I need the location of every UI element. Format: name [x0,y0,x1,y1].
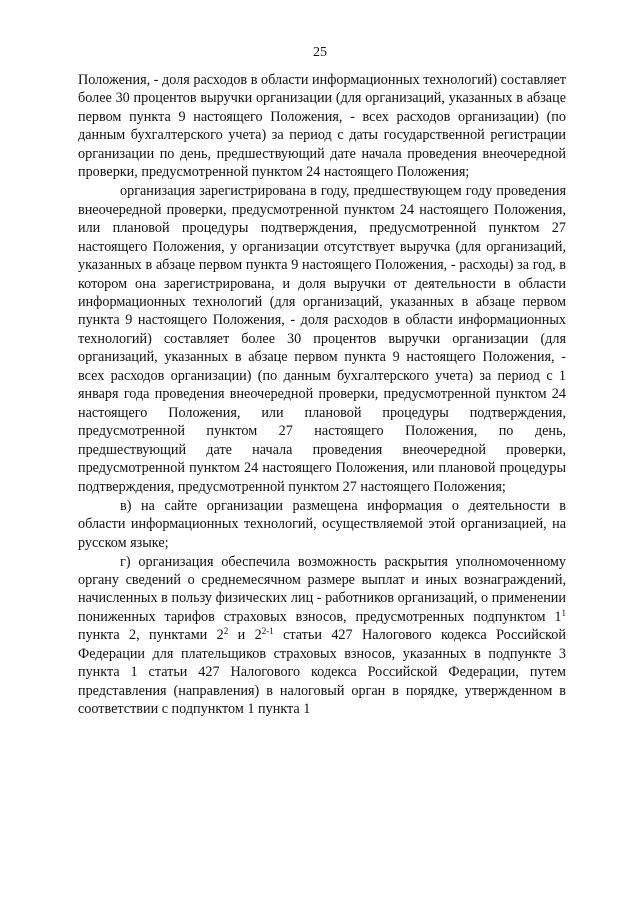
superscript-2: 2 [223,626,229,637]
document-body [78,71,566,719]
paragraph-item-v: в) на сайте организации размещена информация о деятельности в области информационных технологий, осуществляемой этой организацией, на русском языке; [78,497,566,551]
paragraph-continuation: Положения, - доля расходов в области информационных технологий) составляет более 30 процентов выручки организации (для организаций, указанных в абзаце первом пункта 9 настоящего Положения, - всех расходов организации) (по данным бухгалтерского учета) за период с даты государственной регистрации организации по день, предшествующий дате начала проведения внеочередной проверки, предусмотренной пунктом 24 настоящего Положения; [78,72,566,181]
page-number: 25 [313,45,327,60]
paragraph-item-g-text-3: и 2 [228,627,262,644]
superscript-3: 2-1 [261,626,274,637]
paragraph-item-g [78,553,566,719]
paragraph-item-g-text-1: г) организация обеспечила возможность раскрытия уполномоченному органу сведений о среднемесячном размере выплат и иных вознаграждений, начисленных в пользу физических лиц - работников организаций, о применении пониженных тарифов страховых взносов, предусмотренных подпунктом 1 [78,553,566,625]
paragraph-registration-condition: организация зарегистрирована в году, предшествующем году проведения внеочередной проверки, предусмотренной пунктом 24 настоящего Положения, или плановой процедуры подтверждения, предусмотренной пунктом 27 настоящего Положения, у организации отсутствует выручка (для организаций, указанных в абзаце первом пункта 9 настоящего Положения, - расходы) за год, в котором она зарегистрирована, и доля выручки от деятельности в области информационных технологий (для организаций, указанных в абзаце первом пункта 9 настоящего Положения, - доля расходов в области информационных технологий) составляет более 30 процентов выручки организации (для организаций, указанных в абзаце первом пункта 9 настоящего Положения, - всех расходов организации) (по данным бухгалтерского учета) за период с 1 января года проведения внеочередной проверки, предусмотренной пунктом 24 настоящего Положения, или плановой процедуры подтверждения, предусмотренной пунктом 27 настоящего Положения, по день, предшествующий дате начала проведения внеочередной проверки, предусмотренной пунктом 24 настоящего Положения, или плановой процедуры подтверждения, предусмотренной пунктом 27 настоящего Положения; [78,183,566,495]
superscript-1: 1 [561,607,566,618]
paragraph-item-g-text-4: статьи 427 Налогового кодекса Российской Федерации для плательщиков страховых взносов, указанных в подпункте 3 пункта 1 статьи 427 Налогового кодекса Российской Федерации, путем представления (направления) в налоговый орган в порядке, утвержденном в соответствии с подпунктом 1 пункта 1 [78,627,566,718]
paragraph-item-g-text-2: пункта 2, пунктами 2 [78,627,224,644]
